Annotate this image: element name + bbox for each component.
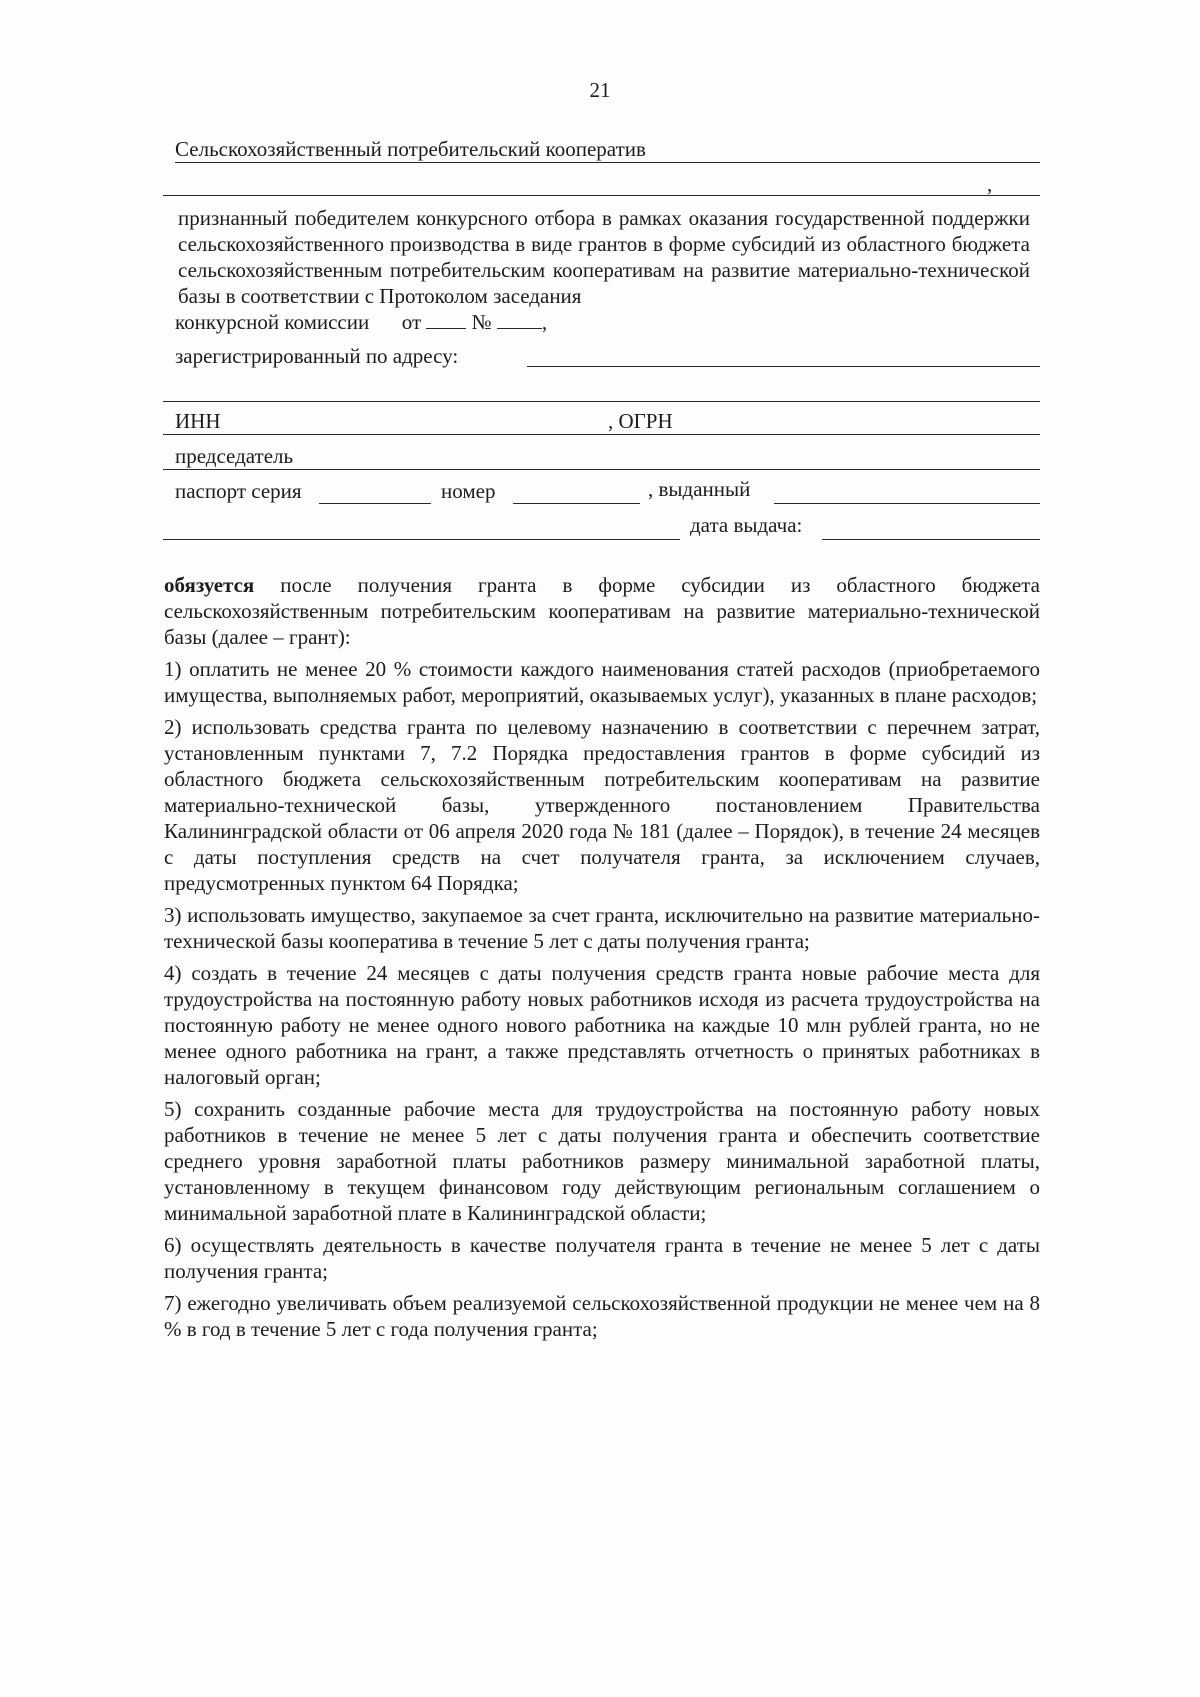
issue-date-line [822, 539, 1040, 540]
commission-line [175, 312, 547, 333]
address-line [527, 366, 1040, 367]
chairman-label: председатель [175, 444, 294, 468]
issued-by-label: , выданный [648, 477, 751, 501]
passport-number-blank [513, 503, 640, 504]
inn-ogrn-line [163, 434, 1040, 435]
obligation-item-5: 5) сохранить созданные рабочие места для трудоустройства на постоянную работу новых работников в течение не менее 5 лет с даты получения гранта и обеспечить соответствие среднего уровня заработной платы работников размеру минимальной заработной платы, установленному в текущем финансовом году действующим региональным соглашением о минимальной заработной плате в Калининградской области; [164, 1097, 1040, 1225]
coop-line-comma: , [987, 172, 993, 196]
obligations-lead [164, 572, 1040, 650]
inn-label: ИНН [175, 409, 221, 433]
obligation-item-7: 7) ежегодно увеличивать объем реализуемой сельскохозяйственной продукции не менее чем на 8 % в год в течение 5 лет с года получения гранта; [164, 1291, 1040, 1341]
from-label: от [401, 310, 422, 334]
number-blank [497, 313, 542, 329]
address-label: зарегистрированный по адресу: [175, 344, 459, 368]
date-blank [426, 313, 466, 329]
obligation-item-1: 1) оплатить не менее 20 % стоимости каждого наименования статей расходов (приобретаемого имущества, выполняемых работ, мероприятий, оказываемых услуг), указанных в плане расходов; [164, 657, 1040, 707]
obligation-item-3: 3) использовать имущество, закупаемое за счет гранта, исключительно на развитие материально-технической базы кооператива в течение 5 лет с даты получения гранта; [164, 903, 1040, 953]
page-number: 21 [589, 78, 611, 102]
recognition-comma: , [541, 310, 548, 334]
passport-series-label: паспорт серия [175, 479, 302, 503]
recognition-text: признанный победителем конкурсного отбора в рамках оказания государственной поддержки сельскохозяйственного производства в виде грантов в форме субсидий из областного бюджета сельскохозяйственным потребительским кооперативам на развитие материально-технической базы в соответствии с Протоколом заседания [178, 206, 1030, 308]
address-line-2 [163, 401, 1040, 402]
passport-series-blank [319, 503, 431, 504]
chairman-line [163, 469, 1040, 470]
obligation-item-2: 2) использовать средства гранта по целевому назначению в соответствии с перечнем затрат, установленным пунктами 7, 7.2 Порядка предоставления грантов в форме субсидий из областного бюджета сельскохозяйственным потребительским кооперативам на развитие материально-технической базы, утвержденного постановлением Правительства Калининградской области от 06 апреля 2020 года № 181 (далее – Порядок), в течение 24 месяцев с даты поступления средств на счет получателя гранта, за исключением случаев, предусмотренных пунктом 64 Порядка; [164, 715, 1040, 895]
coop-name-line-2 [163, 195, 1040, 196]
obligations-section [164, 572, 1040, 1342]
commission-label: конкурсной комиссии [175, 310, 370, 334]
obligation-item-6: 6) осуществлять деятельность в качестве получателя гранта в течение не менее 5 лет с даты получения гранта; [164, 1233, 1040, 1283]
obligations-lead-text: после получения гранта в форме субсидии из областного бюджета сельскохозяйственным потребительским кооперативам на развитие материально-технической базы (далее – грант): [164, 573, 1040, 649]
coop-name-line [175, 162, 1040, 163]
recognition-paragraph [178, 205, 1030, 309]
issued-by-line-2 [163, 539, 680, 540]
issued-by-line [774, 503, 1040, 504]
obligation-item-4: 4) создать в течение 24 месяцев с даты получения средств гранта новые рабочие места для трудоустройства на постоянную работу новых работников исходя из расчета трудоустройства на постоянную работу не менее одного нового работника на каждые 10 млн рублей гранта, но не менее одного работника на грант, а также представлять отчетность о принятых работниках в налоговый орган; [164, 961, 1040, 1089]
obligations-lead-bold: обязуется [164, 573, 255, 597]
number-label: № [471, 310, 492, 334]
passport-number-label: номер [441, 479, 496, 503]
issue-date-label: дата выдача: [690, 513, 803, 537]
coop-label: Сельскохозяйственный потребительский кооператив [175, 137, 646, 161]
ogrn-label: , ОГРН [608, 409, 673, 433]
